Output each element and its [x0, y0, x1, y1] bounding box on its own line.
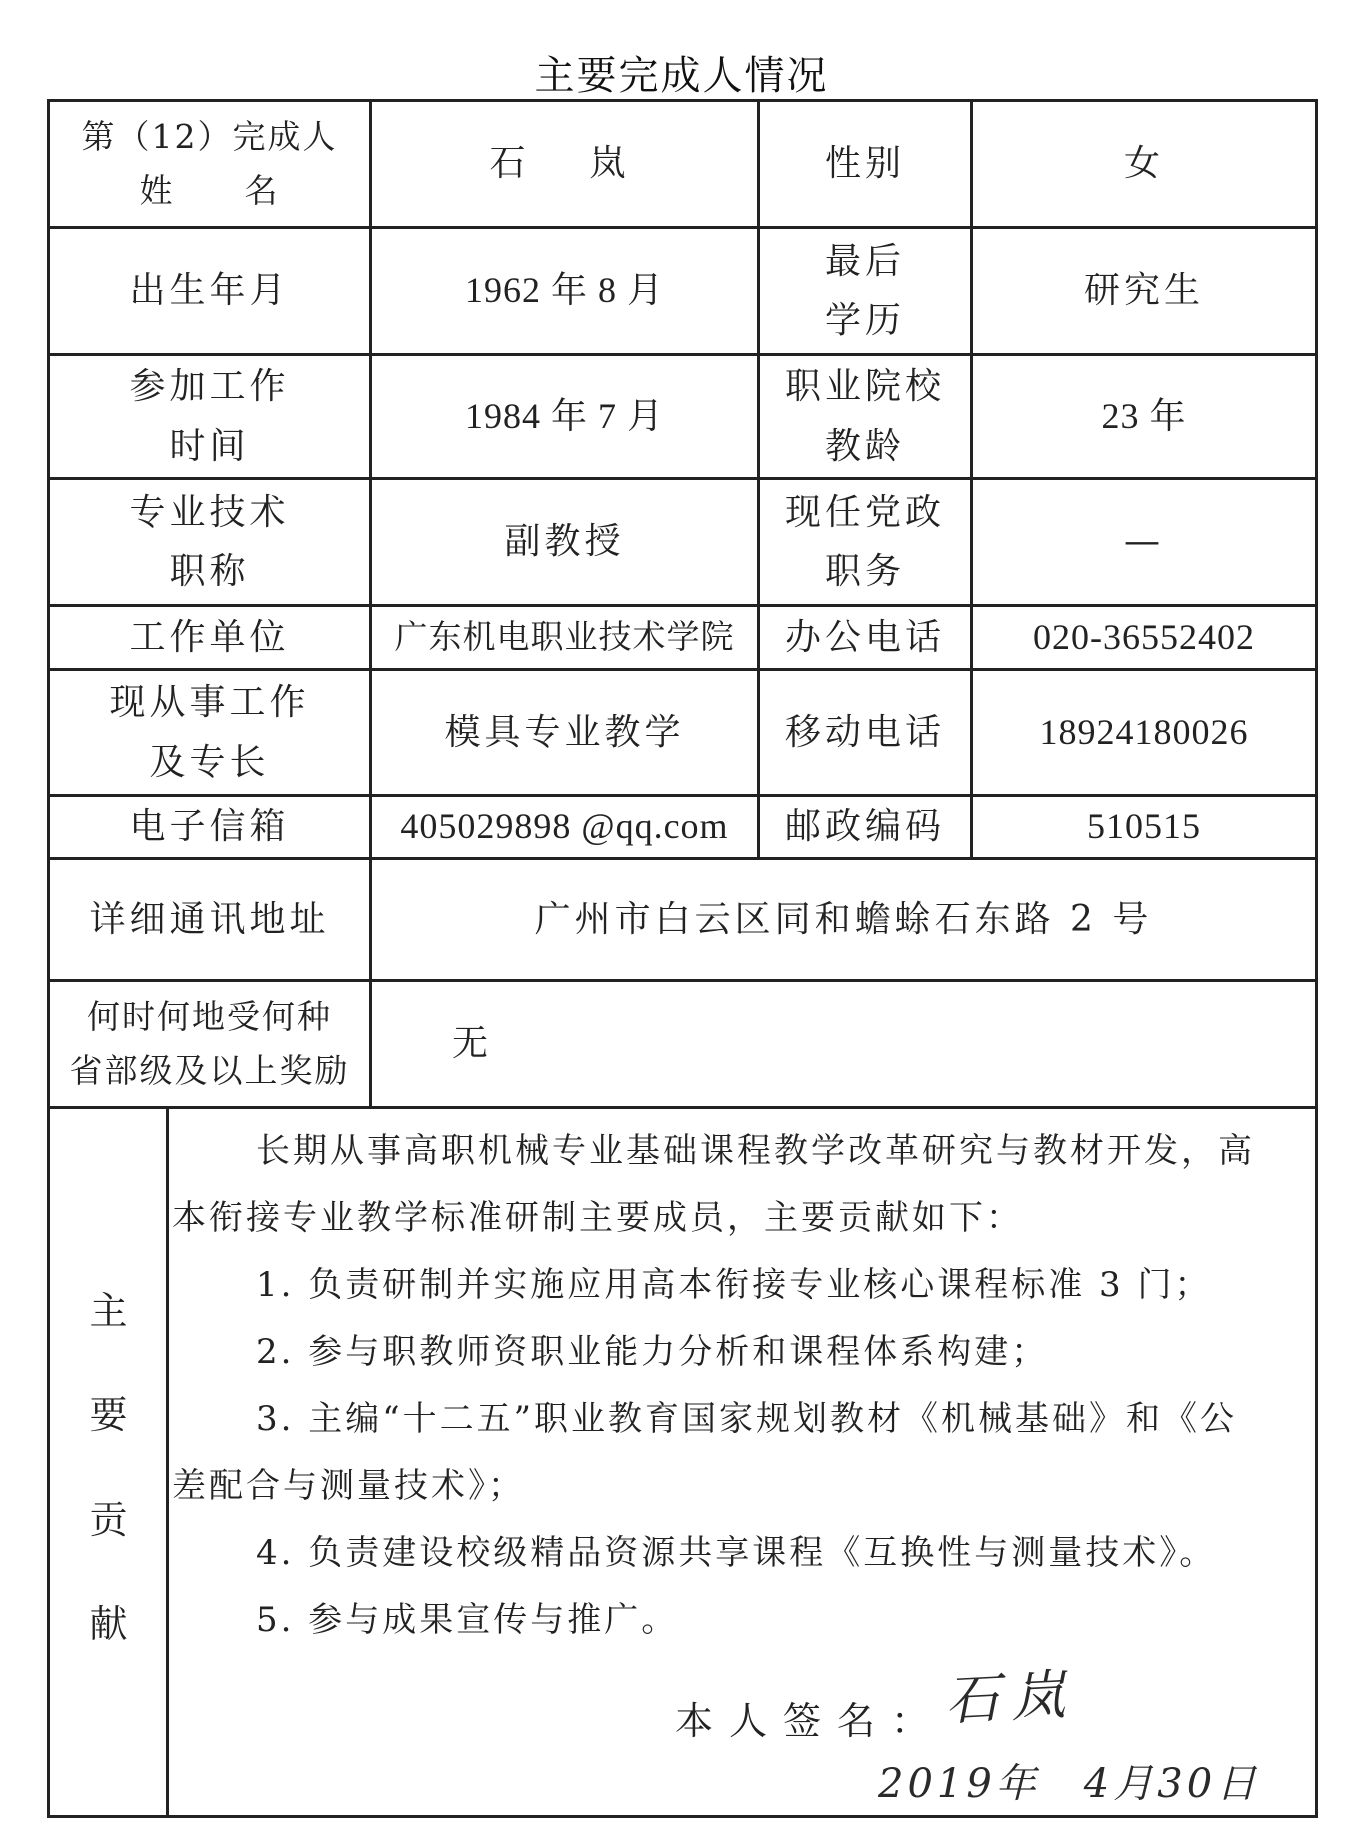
postcode-label: 邮政编码 — [784, 806, 945, 848]
signature-label: 本人签名： — [675, 1699, 946, 1743]
work-start-label: 参加工作 时间 — [129, 366, 290, 467]
name-label: 第（12）完成人 姓 名 — [81, 116, 338, 210]
awards-label: 何时何地受何种 省部级及以上奖励 — [69, 996, 350, 1090]
contribution-line: 5. 参与成果宣传与推广。 — [256, 1600, 679, 1640]
page-title: 主要完成人情况 — [534, 53, 829, 99]
office-phone-label: 办公电话 — [784, 616, 945, 658]
address-value: 广州市白云区同和蟾蜍石东路 2 号 — [534, 898, 1153, 940]
contribution-line: 差配合与测量技术》； — [172, 1466, 525, 1506]
table-border-bottom — [47, 1815, 1318, 1818]
address-label: 详细通讯地址 — [89, 898, 330, 940]
birth-value: 1962 年 8 月 — [464, 270, 664, 311]
office-phone-value: 020-36552402 — [1033, 616, 1255, 657]
email-label: 电子信箱 — [129, 806, 290, 848]
employer-value: 广东机电职业技术学院 — [394, 617, 735, 657]
contributions-section-label — [49, 1113, 168, 1822]
mobile-phone-value: 18924180026 — [1039, 711, 1249, 752]
section-label-char: 献 — [89, 1602, 128, 1646]
row-divider — [47, 1106, 1318, 1109]
contribution-line: 3. 主编“十二五”职业教育国家规划教材《机械基础》和《公 — [256, 1399, 1238, 1439]
party-position-value: — — [1124, 521, 1164, 563]
specialty-label: 现从事工作 及专长 — [109, 682, 310, 783]
contribution-line: 2. 参与职教师资职业能力分析和课程体系构建； — [256, 1332, 1049, 1372]
title-label: 专业技术 职称 — [129, 491, 290, 592]
teaching-years-label: 职业院校 教龄 — [784, 366, 945, 467]
name-value: 石 岚 — [489, 143, 640, 185]
party-position-label: 现任党政 职务 — [784, 491, 945, 592]
contributions-text — [172, 1118, 1314, 1654]
handwritten-signature: 石岚 — [943, 1662, 1079, 1733]
awards-value: 无 — [452, 1023, 493, 1065]
education-label: 最后 学历 — [824, 240, 905, 341]
gender-value: 女 — [1123, 143, 1164, 185]
gender-label: 性别 — [824, 143, 905, 185]
mobile-phone-label: 移动电话 — [784, 711, 945, 753]
teaching-years-value: 23 年 — [1101, 395, 1187, 436]
section-label-char: 贡 — [89, 1497, 128, 1542]
education-value: 研究生 — [1083, 270, 1204, 312]
contribution-line: 长期从事高职机械专业基础课程教学改革研究与教材开发，高 — [256, 1131, 1255, 1171]
section-label-char: 要 — [89, 1393, 128, 1437]
table-border-right — [1315, 99, 1318, 1818]
work-start-value: 1984 年 7 月 — [464, 395, 664, 436]
postcode-value: 510515 — [1087, 806, 1201, 847]
contribution-line: 本衔接专业教学标准研制主要成员，主要贡献如下： — [172, 1198, 1023, 1238]
contribution-line: 1. 负责研制并实施应用高本衔接专业核心课程标准 3 门； — [256, 1265, 1212, 1305]
section-label-char: 主 — [89, 1288, 128, 1333]
title-value: 副教授 — [504, 521, 625, 563]
signature-date: 2019年 4月30日 — [878, 1761, 1261, 1807]
email-value: 405029898 @qq.com — [400, 806, 729, 847]
employer-label: 工作单位 — [129, 616, 290, 658]
birth-label: 出生年月 — [129, 270, 290, 312]
specialty-value: 模具专业教学 — [444, 711, 685, 753]
contribution-line: 4. 负责建设校级精品资源共享课程《互换性与测量技术》。 — [256, 1533, 1217, 1573]
